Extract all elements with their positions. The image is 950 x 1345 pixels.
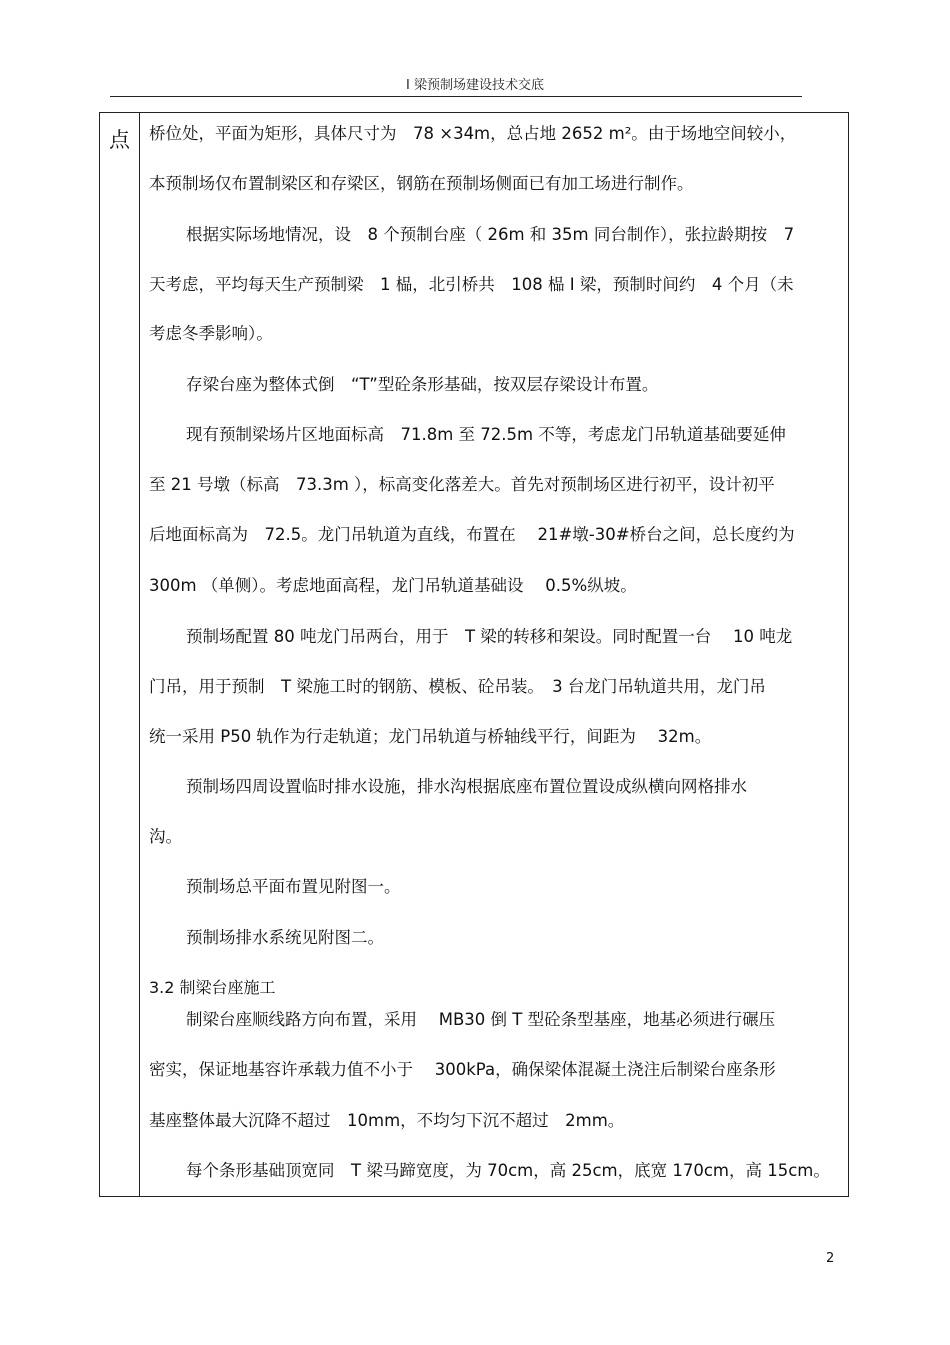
label-column — [99, 112, 140, 1197]
text-line: 本预制场仅布置制梁区和存梁区，钢筋在预制场侧面已有加工场进行制作。 — [149, 174, 694, 193]
text-line: 基座整体最大沉降不超过 10mm，不均匀下沉不超过 2mm。 — [149, 1111, 625, 1130]
text-line: 存梁台座为整体式倒 “T”型砼条形基础，按双层存梁设计布置。 — [186, 375, 659, 394]
text-line: 预制场排水系统见附图二。 — [186, 928, 384, 947]
text-line: 门吊，用于预制 T 梁施工时的钢筋、模板、砼吊装。 3 台龙门吊轨道共用，龙门吊 — [149, 677, 766, 696]
running-header: I 梁预制场建设技术交底 — [406, 78, 544, 93]
section-heading: 3.2 制梁台座施工 — [149, 978, 276, 997]
text-line: 根据实际场地情况，设 8 个预制台座（ 26m 和 35m 同台制作），张拉龄期按 7 — [186, 225, 795, 244]
text-line: 每个条形基础顶宽同 T 梁马蹄宽度，为 70cm，高 25cm，底宽 170cm，高 15cm。 — [186, 1161, 830, 1180]
text-line: 后地面标高为 72.5。龙门吊轨道为直线，布置在 21#墩-30#桥台之间，总长度约为 — [149, 525, 795, 544]
text-line: 制梁台座顺线路方向布置，采用 MB30 倒 T 型砼条型基座，地基必须进行碾压 — [186, 1010, 776, 1029]
text-line: 密实，保证地基容许承载力值不小于 300kPa，确保梁体混凝土浇注后制梁台座条形 — [149, 1060, 776, 1079]
text-line: 至 21 号墩（标高 73.3m ），标高变化落差大。首先对预制场区进行初平，设计初平 — [149, 475, 775, 494]
text-line: 300m （单侧）。考虑地面高程，龙门吊轨道基础设 0.5%纵坡。 — [149, 576, 637, 595]
row-label: 点 — [109, 128, 130, 152]
text-line: 桥位处，平面为矩形，具体尺寸为 78 ×34m，总占地 2652 m²。由于场地空间较小， — [149, 124, 797, 143]
page-number: 2 — [826, 1251, 835, 1266]
text-line: 天考虑，平均每天生产预制梁 1 榀，北引桥共 108 榀 I 梁，预制时间约 4 个月（未 — [149, 275, 794, 294]
text-line: 沟。 — [149, 827, 182, 846]
text-line: 现有预制梁场片区地面标高 71.8m 至 72.5m 不等，考虑龙门吊轨道基础要延伸 — [186, 425, 786, 444]
text-line: 考虑冬季影响）。 — [149, 324, 273, 343]
header-rule — [110, 96, 802, 97]
text-line: 预制场总平面布置见附图一。 — [186, 877, 401, 896]
text-line: 统一采用 P50 轨作为行走轨道；龙门吊轨道与桥轴线平行，间距为 32m。 — [149, 727, 712, 746]
text-line: 预制场配置 80 吨龙门吊两台，用于 T 梁的转移和架设。同时配置一台 10 吨龙 — [186, 627, 793, 646]
text-line: 预制场四周设置临时排水设施，排水沟根据底座布置位置设成纵横向网格排水 — [186, 777, 747, 796]
